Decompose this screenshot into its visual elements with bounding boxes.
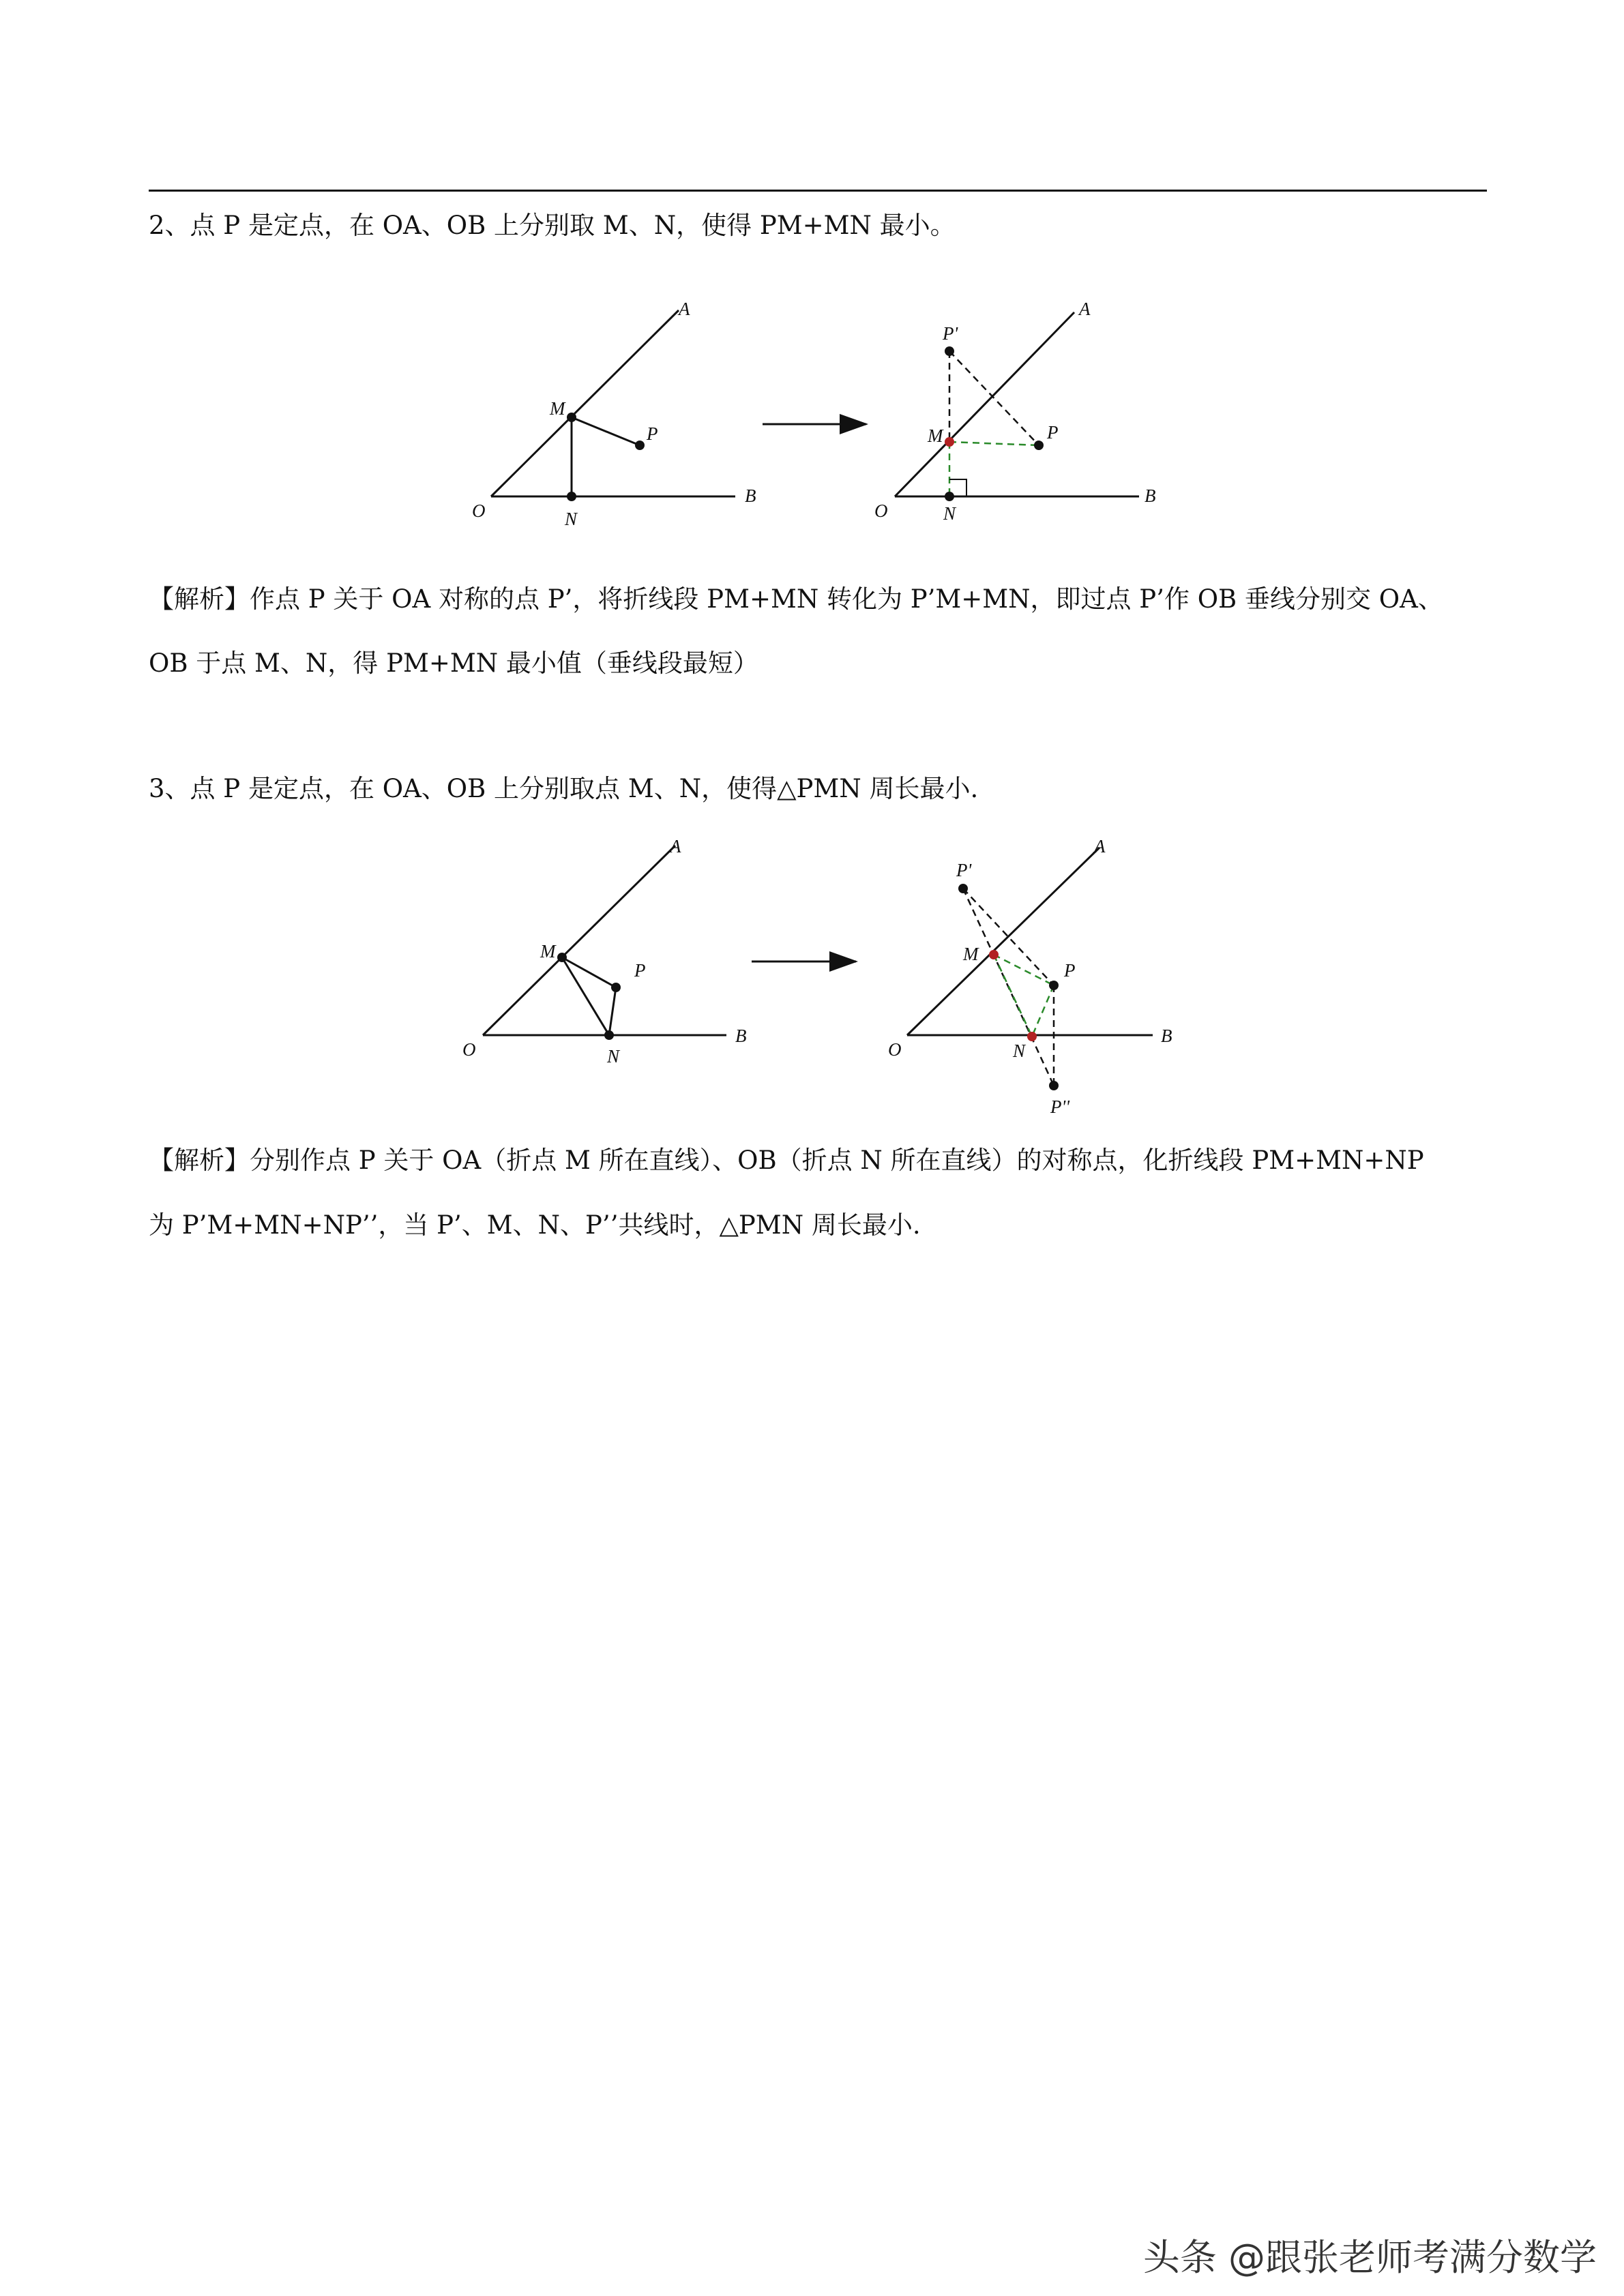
point-P: [635, 441, 645, 450]
problem3-figure-right: [888, 836, 1172, 1117]
label-A: A: [670, 836, 681, 856]
label-N: N: [1013, 1041, 1026, 1061]
label-O: O: [874, 501, 888, 521]
label-O: O: [472, 501, 486, 521]
problem2-figure-right: [874, 299, 1156, 524]
label-P: P: [647, 423, 658, 444]
label-M: M: [928, 426, 943, 446]
problem2-statement: 2、点 P 是定点，在 OA、OB 上分别取 M、N，使得 PM+MN 最小。: [149, 211, 956, 240]
label-O: O: [462, 1039, 476, 1060]
label-A: A: [1094, 836, 1106, 856]
problem2-analysis-line1: 【解析】作点 P 关于 OA 对称的点 P’，将折线段 PM+MN 转化为 P’M+MN，即过点 P’作 OB 垂线分别交 OA、: [149, 584, 1443, 614]
point-M: [557, 953, 567, 962]
label-B: B: [1161, 1026, 1172, 1046]
label-B: B: [1145, 486, 1156, 506]
label-A: A: [679, 299, 690, 319]
label-B: B: [735, 1026, 747, 1046]
point-P-prime: [958, 884, 968, 893]
watermark: 头条 @跟张老师考满分数学: [1142, 2236, 1597, 2279]
label-P-double-prime: P'': [1050, 1097, 1070, 1117]
label-N: N: [607, 1046, 620, 1067]
label-P-prime: P': [956, 860, 972, 880]
point-N: [604, 1030, 614, 1040]
label-N: N: [943, 503, 956, 524]
label-O: O: [888, 1039, 902, 1060]
label-N: N: [565, 509, 578, 529]
label-P: P: [634, 960, 646, 981]
point-N: [945, 492, 954, 501]
problem2-figure-left: [472, 299, 756, 529]
label-P-prime: P': [943, 323, 958, 344]
point-P: [1049, 981, 1059, 990]
label-B: B: [745, 486, 756, 506]
point-M: [989, 950, 999, 959]
point-P-prime: [945, 346, 954, 356]
label-M: M: [963, 944, 979, 964]
point-N: [567, 492, 576, 501]
label-M: M: [550, 398, 565, 419]
label-P: P: [1047, 422, 1059, 443]
problem3-figure-left: [462, 836, 747, 1067]
label-M: M: [540, 941, 556, 961]
point-N: [1027, 1032, 1037, 1041]
label-P: P: [1064, 960, 1076, 981]
point-P: [1034, 441, 1044, 450]
problem3-analysis-line2: 为 P’M+MN+NP’’，当 P’、M、N、P’’共线时，△PMN 周长最小.: [149, 1210, 921, 1240]
label-A: A: [1079, 299, 1091, 319]
point-P-double-prime: [1049, 1081, 1059, 1090]
point-M: [567, 413, 576, 422]
problem3-statement: 3、点 P 是定点，在 OA、OB 上分别取点 M、N，使得△PMN 周长最小.: [149, 774, 979, 803]
problem2-analysis-line2: OB 于点 M、N，得 PM+MN 最小值（垂线段最短）: [149, 648, 758, 678]
problem3-analysis-line1: 【解析】分别作点 P 关于 OA（折点 M 所在直线）、OB（折点 N 所在直线）的对称点，化折线段 PM+MN+NP: [149, 1146, 1424, 1175]
point-P: [611, 983, 621, 992]
point-M: [945, 437, 954, 447]
